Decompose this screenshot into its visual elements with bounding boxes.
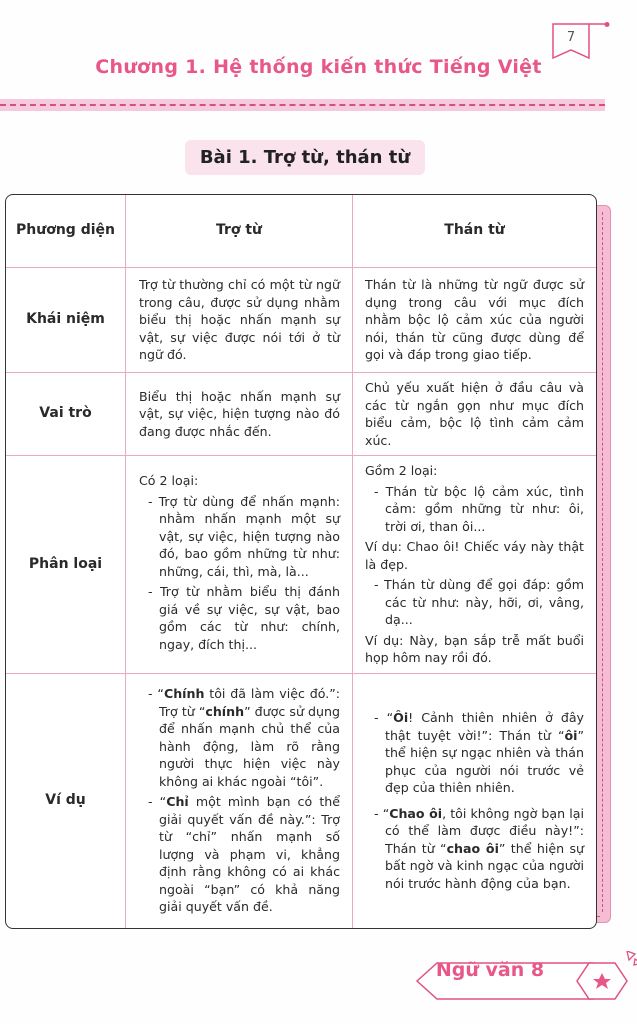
bullet-item <box>139 793 340 916</box>
example-text: Ví dụ: Chao ôi! Chiếc váy này thật là đẹp. <box>365 539 584 572</box>
table-row <box>6 456 596 674</box>
divider <box>0 99 605 111</box>
text-segment: “ <box>382 805 390 821</box>
bullet-item <box>139 685 340 790</box>
text-segment: ! Cảnh thiên nhiên ở đây thật tuyệt vời!”: Thán từ “ <box>385 710 584 743</box>
table-row <box>6 674 596 928</box>
highlighted-word: ôi <box>564 727 578 743</box>
text-segment: “ <box>386 710 394 725</box>
bullet-item: - Trợ từ dùng để nhấn mạnh: nhằm nhấn mạnh một sự vật, sự việc, hiện tượng nào đó, bao gồm những từ như: những, cái, thì, mà, là... <box>139 493 340 581</box>
text-segment: ” thể hiện sự ngạc nhiên và thán phục của người nói trước vẻ đẹp của thiên nhiên. <box>385 727 584 795</box>
bullet-item: - Thán từ bộc lộ cảm xúc, tình cảm: gồm những từ như: ôi, trời ơi, than ôi... <box>365 483 584 536</box>
header-than-tu: Thán từ <box>353 195 596 268</box>
highlighted-word: Chính <box>163 686 205 702</box>
table-row <box>6 268 596 373</box>
footer-title: Ngữ văn 8 <box>435 959 545 981</box>
page-number: 7 <box>566 30 576 45</box>
text-segment: tôi đã làm việc đó.”: Trợ từ “ <box>159 686 340 719</box>
text-segment: ” thể hiện sự bất ngờ và kinh ngạc của người nói trước hành động của bạn. <box>385 840 584 891</box>
cell-tro-tu: Biểu thị hoặc nhấn mạnh sự vật, sự việc, hiện tượng nào đó đang được nhắc đến. <box>126 373 353 456</box>
row-label: Ví dụ <box>6 674 126 928</box>
header-tro-tu: Trợ từ <box>126 195 353 268</box>
bullet-item <box>365 805 584 893</box>
highlighted-word: chính <box>205 703 245 719</box>
cell-than-tu <box>353 674 596 928</box>
text-segment: ” được sử dụng để nhấn mạnh chủ thể của hành động, làm rõ rằng người thực hiện việc này không ai khác ngoài “tôi”. <box>159 703 340 789</box>
row-label: Phân loại <box>6 456 126 674</box>
lesson-title: Bài 1. Trợ từ, thán từ <box>185 140 425 175</box>
text-segment: , tôi không ngờ bạn lại có thể làm được điều này!”: Thán từ “ <box>385 805 584 856</box>
intro-text: Gồm 2 loại: <box>365 463 438 478</box>
comparison-table <box>5 194 597 929</box>
table-row <box>6 373 596 456</box>
example-text: Ví dụ: Này, bạn sắp trễ mất buổi họp hôm nay rồi đó. <box>365 632 584 665</box>
cell-than-tu: Thán từ là những từ ngữ được sử dụng trong câu với mục đích nhằm bộc lộ cảm xúc của người nói, thán từ cũng được dùng để gọi và đáp trong giao tiếp. <box>353 268 596 373</box>
bullet-item: - Trợ từ nhằm biểu thị đánh giá về sự việc, sự vật, bao gồm các từ như: chính, ngay, đích thị... <box>139 583 340 653</box>
table-header-row <box>6 195 596 268</box>
bullet-item <box>365 709 584 797</box>
text-segment: “ <box>157 686 164 702</box>
intro-text: Có 2 loại: <box>139 473 199 489</box>
cell-than-tu <box>353 456 596 674</box>
cell-tro-tu: Trợ từ thường chỉ có một từ ngữ trong câu, được sử dụng nhằm biểu thị hoặc nhấn mạnh sự vật, sự việc được nói tới ở từ ngữ đó. <box>126 268 353 373</box>
cell-than-tu: Chủ yếu xuất hiện ở đầu câu và các từ ngắn gọn như mục đích biểu cảm, bộc lộ tình cảm cảm xúc. <box>353 373 596 456</box>
bullet-item: - Thán từ dùng để gọi đáp: gồm các từ như: này, hỡi, ơi, vâng, dạ... <box>365 576 584 629</box>
text-segment: một mình bạn có thể giải quyết vấn đề này.”: Trợ từ “chỉ” nhấn mạnh số lượng và phạm vi, khẳng định rằng không có ai khác ngoài “bạn” có khả năng giải quyết vấn đề. <box>159 794 340 915</box>
header-aspect: Phương diện <box>6 195 126 268</box>
cell-tro-tu <box>126 456 353 674</box>
triangle-decor-icon <box>627 951 637 965</box>
row-label: Khái niệm <box>6 268 126 373</box>
highlighted-word: Chỉ <box>166 794 189 810</box>
chapter-title: Chương 1. Hệ thống kiến thức Tiếng Việt <box>95 56 542 78</box>
row-label: Vai trò <box>6 373 126 456</box>
highlighted-word: Chao ôi <box>389 805 443 821</box>
highlighted-word: Ôi <box>393 710 409 725</box>
cell-tro-tu <box>126 674 353 928</box>
text-segment: “ <box>159 794 167 810</box>
highlighted-word: chao ôi <box>446 840 499 856</box>
